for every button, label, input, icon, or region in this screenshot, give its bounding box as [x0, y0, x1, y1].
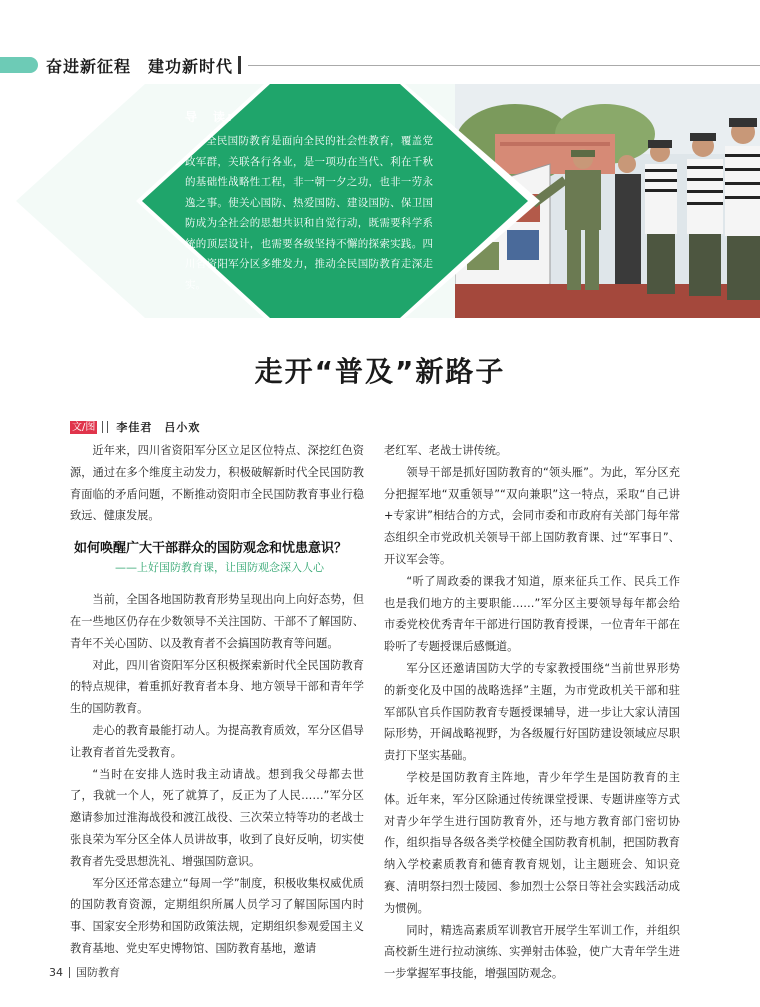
- body-paragraph: 近年来，四川省资阳军分区立足区位特点、深挖红色资源，通过在多个维度主动发力，积极破解新时代全民国防教育面临的矛盾问题，不断推动资阳市全民国防教育事业行稳致远、健康发展。: [70, 444, 364, 523]
- body-paragraph: 当前，全国各地国防教育形势呈现出向上向好态势，但在一些地区仍存在少数领导不关注国防、干部不了解国防、青年不关心国防、以及教育者不会搞国防教育等问题。: [70, 593, 364, 650]
- article-column-right: [384, 440, 680, 985]
- byline-authors: 李佳君 吕小欢: [116, 421, 201, 434]
- byline-tag: 文/图: [72, 421, 96, 433]
- body-paragraph: 对此，四川省资阳军分区积极探索新时代全民国防教育的特点规律，着重抓好教育者本身、地方领导干部和青年学生的国防教育。: [70, 658, 364, 716]
- intro-box: [185, 108, 433, 295]
- section-rule: [248, 65, 760, 66]
- section-divider-bar: [238, 56, 241, 74]
- byline-divider: [107, 421, 108, 433]
- subheading-question: 如何唤醒广大干部群众的国防观念和忧患意识？: [74, 541, 348, 557]
- body-paragraph: 领导干部是抓好国防教育的“领头雁”。为此，军分区充分把握军地“双重领导”“双向兼职”这一特点，采取“自己讲+专家讲”相结合的方式，会同市委和市政府有关部门每年常态组织全市党政机关领导干部上国防教育课、过“军事日”、开议军会等。: [384, 465, 680, 566]
- page-footer: [49, 964, 120, 980]
- section-title: 奋进新征程 建功新时代: [46, 57, 234, 76]
- body-paragraph: 走心的教育最能打动人。为提高教育质效，军分区倡导让教育者首先受教育。: [70, 723, 364, 759]
- article-column-left: [70, 440, 364, 960]
- subheading-answer: ——上好国防教育课，让国防观念深入人心: [115, 561, 324, 575]
- body-paragraph: 军分区还邀请国防大学的专家教授围绕“当前世界形势的新变化及中国的战略选择”主题，为市党政机关干部和驻军部队官兵作国防教育专题授课辅导，进一步让大家认清国际形势，开阔战略视野，为各级履行好国防建设领域应尽职责打下坚实基础。: [384, 661, 680, 763]
- hero-banner: [0, 84, 760, 318]
- intro-text: 全民国防教育是面向全民的社会性教育，覆盖党政军群，关联各行各业，是一项功在当代、利在千秋的基础性战略性工程，非一朝一夕之功，也非一劳永逸之事。使关心国防、热爱国防、建设国防、保卫国防成为全社会的思想共识和自觉行动，既需要科学系统的顶层设计，也需要各级坚持不懈的探索实践。四川省资阳军分区多维发力，推动全民国防教育走深走实。: [185, 135, 433, 291]
- intro-label: 导 读:: [185, 110, 234, 124]
- body-paragraph: 军分区还常态建立“每周一学”制度，积极收集权威优质的国防教育资源，定期组织所属人员学习了解国际国内时事、国家安全形势和国防政策法规，定期组织参观爱国主义教育基地、党史军史博物馆、国防教育基地，邀请: [70, 876, 364, 955]
- body-paragraph: 同时，精选高素质军训教官开展学生军训工作，并组织高校新生进行拉动演练、实弹射击体验，使广大青年学生进一步掌握军事技能，增强国防观念。: [384, 923, 680, 981]
- page-number: 34: [49, 965, 63, 979]
- byline: [70, 419, 200, 435]
- body-continuation: 老红军、老战士讲传统。: [384, 444, 508, 457]
- section-tab-marker: [0, 57, 38, 73]
- magazine-name: 国防教育: [76, 966, 120, 979]
- byline-divider: [102, 421, 103, 433]
- body-paragraph: 学校是国防教育主阵地，青少年学生是国防教育的主体。近年来，军分区除通过传统课堂授课、专题讲座等方式对青少年学生进行国防教育外，还与地方教育部门密切协作，组织指导各级各类学校健全国防教育机制，把国防教育纳入学校素质教育和德育教育规划，让主题班会、知识竞赛、清明祭扫烈士陵园、参加烈士公祭日等社会实践活动成为惯例。: [384, 770, 680, 915]
- body-paragraph: “当时在安排人选时我主动请战。想到我父母都去世了，我就一个人，死了就算了，反正为了人民……”军分区邀请参加过淮海战役和渡江战役、三次荣立特等功的老战士张良荣为军分区全体人员讲故事，收到了良好反响，切实使教育者先受思想洗礼、增强国防意识。: [70, 767, 364, 868]
- footer-divider: [69, 967, 70, 978]
- body-paragraph: “听了周政委的课我才知道，原来征兵工作、民兵工作也是我们地方的主要职能……”军分区主要领导每年都会给市委党校优秀青年干部进行国防教育授课，一位青年干部在聆听了专题授课后感慨道。: [384, 574, 680, 654]
- article-title: 走开“普及”新路子: [254, 355, 506, 388]
